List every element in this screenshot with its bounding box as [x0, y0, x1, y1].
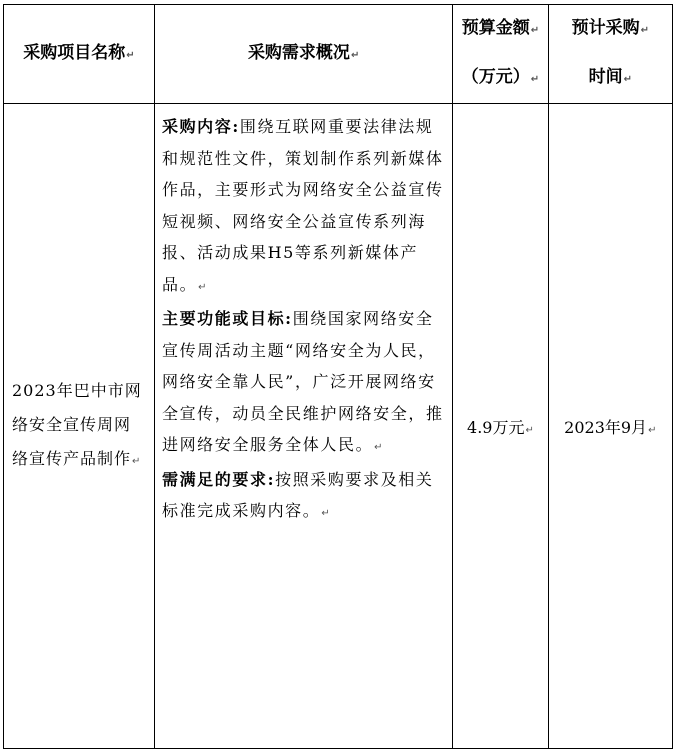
header-time: 预计采购↵ 时间↵	[548, 5, 672, 104]
paragraph-mark-icon: ↵	[350, 49, 360, 61]
content-paragraph: 采购内容:围绕互联网重要法律法规和规范性文件，策划制作系列新媒体作品，主要形式为网络安全公益宣传短视频、网络安全公益宣传系列海报、活动成果H5等系列新媒体产品。↵	[161, 117, 444, 294]
goal-paragraph: 主要功能或目标:围绕国家网络安全宣传周活动主题“网络安全为人民，网络安全靠人民”，广泛开展网络安全宣传，动员全民维护网络安全，推进网络安全服务全体人民。↵	[161, 309, 444, 454]
paragraph-mark-icon: ↵	[321, 508, 332, 519]
overview-cell	[154, 104, 452, 749]
paragraph-mark-icon: ↵	[525, 424, 534, 436]
time-cell: 2023年9月↵	[548, 104, 672, 749]
procurement-table	[3, 4, 673, 749]
paragraph-mark-icon: ↵	[132, 455, 142, 467]
budget-cell: 4.9万元↵	[453, 104, 548, 749]
paragraph-mark-icon: ↵	[126, 49, 135, 61]
header-budget: 预算金额↵ （万元）↵	[453, 5, 548, 104]
paragraph-mark-icon: ↵	[640, 25, 649, 36]
header-project-name: 采购项目名称↵	[4, 5, 155, 104]
paragraph-mark-icon: ↵	[530, 25, 540, 36]
paragraph-mark-icon: ↵	[374, 442, 385, 453]
requirement-paragraph: 需满足的要求:按照采购要求及相关标准完成采购内容。↵	[161, 469, 434, 520]
header-row	[4, 5, 673, 104]
header-overview: 采购需求概况↵	[154, 5, 452, 104]
paragraph-mark-icon: ↵	[530, 74, 540, 85]
project-name-cell: 2023年巴中市网络安全宣传周网络宣传产品制作↵	[4, 104, 155, 749]
paragraph-mark-icon: ↵	[648, 424, 657, 436]
paragraph-mark-icon: ↵	[623, 74, 632, 85]
paragraph-mark-icon: ↵	[198, 281, 209, 293]
table-row	[4, 104, 673, 749]
